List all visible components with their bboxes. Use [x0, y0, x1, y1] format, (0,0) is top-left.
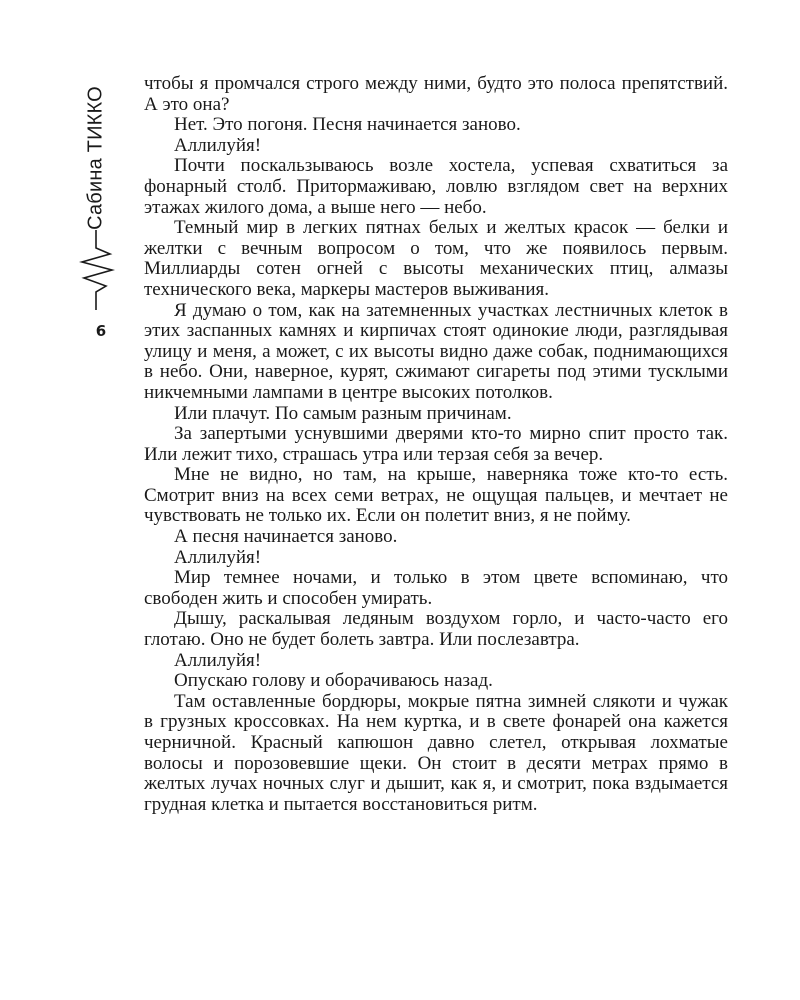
paragraph: Аллилуйя!	[174, 649, 262, 671]
margin-author-block	[76, 78, 116, 238]
author-name: Сабина ТИККО	[84, 86, 107, 230]
paragraph: Там оставленные бордюры, мокрые пятна зимней слякоти и чужак в грузных кроссовках. На нем куртка, и в свете фонарей она кажется черничной. Красный капюшон давно слетел, открывая лохматые волосы и порозовевшие щеки. Он стоит в десяти метрах прямо в желтых лучах ночных слуг и дышит, как я, и смотрит, пока вздымается грудная клетка и пытается восстановиться ритм.	[144, 690, 728, 815]
paragraph: А песня начинается заново.	[174, 526, 398, 548]
paragraph: Мир темнее ночами, и только в этом цвете вспоминаю, что свободен жить и способен умирать.	[144, 567, 728, 609]
paragraph: Мне не видно, но там, на крыше, наверняка тоже кто-то есть. Смотрит вниз на всех семи ветрах, не ощущая пальцев, и мечтает не чувствовать не только их. Если он полетит вниз, я не пойму.	[144, 464, 728, 527]
paragraph: Аллилуйя!	[174, 546, 262, 568]
paragraph: Дышу, раскалывая ледяным воздухом горло, и часто-часто его глотаю. Оно не будет болеть завтра. Или послезавтра.	[144, 608, 728, 651]
page-number: 6	[95, 322, 107, 340]
paragraph: Темный мир в легких пятнах белых и желтых красок — белки и желтки с вечным вопросом о том, что же появилось первым. Миллиарды сотен огней с высоты механических птиц, алмазы технического века, маркеры мастеров выживания.	[144, 217, 728, 300]
paragraph: Нет. Это погоня. Песня начинается заново.	[174, 114, 521, 136]
paragraph: Я думаю о том, как на затемненных участках лестничных клеток в этих заспанных камнях и кирпичах стоят одинокие люди, разглядывая улицу и меня, а может, с их высоты видно даже собак, поднимающихся в небо. Они, наверное, курят, сжимают сигареты под этими тусклыми никчемными лампами в центре высоких потолков.	[144, 299, 728, 403]
paragraph: Или плачут. По самым разным причинам.	[174, 402, 512, 424]
heartbeat-line-icon	[72, 230, 128, 310]
paragraph: Опускаю голову и оборачиваюсь назад.	[174, 670, 493, 692]
paragraph: Аллилуйя!	[174, 134, 262, 156]
paragraph: За запертыми уснувшими дверями кто-то мирно спит просто так. Или лежит тихо, страшась утра или терзая себя за вечер.	[144, 423, 728, 465]
paragraph: Почти поскальзываюсь возле хостела, успевая схватиться за фонарный столб. Притормаживаю, ловлю взглядом свет на верхних этажах жилого дома, а выше него — небо.	[144, 155, 728, 218]
body-text	[144, 74, 728, 815]
paragraph: чтобы я промчался строго между ними, будто это полоса препятствий. А это она?	[144, 73, 728, 115]
